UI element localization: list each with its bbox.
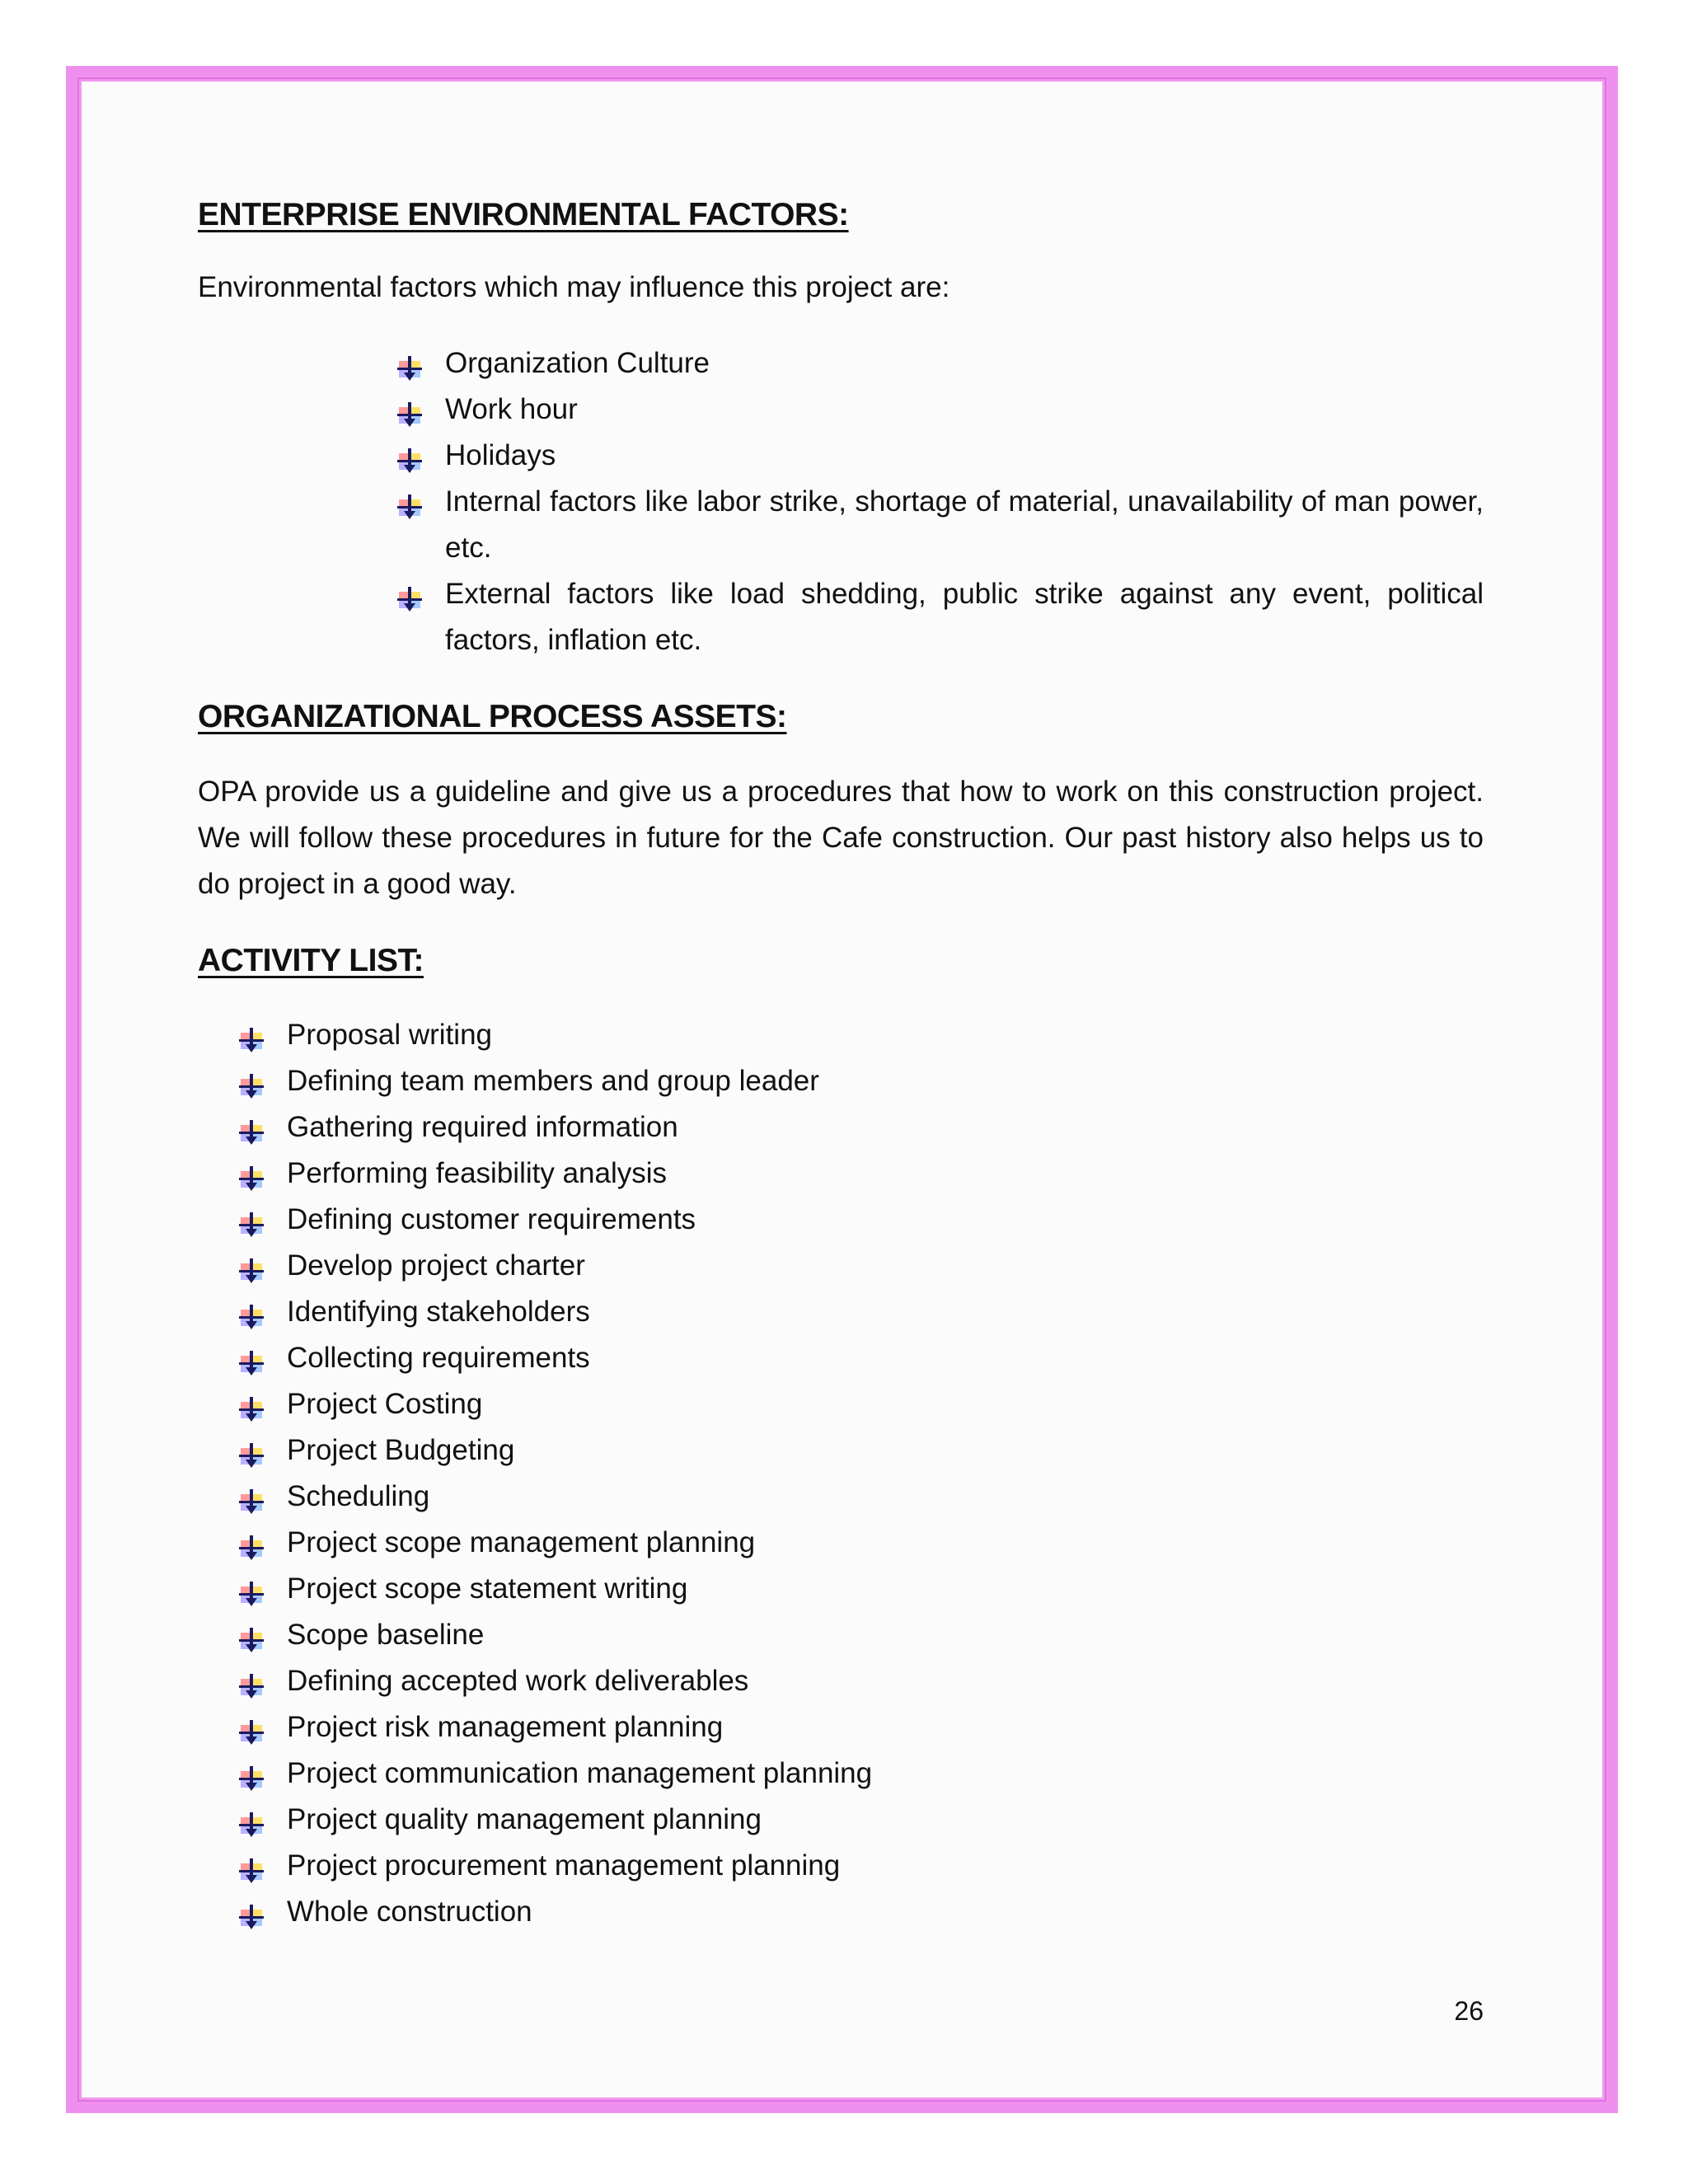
list-item-text: Defining accepted work deliverables <box>287 1665 749 1698</box>
cross-arrow-bullet-icon <box>237 1299 265 1327</box>
list-item-text: Project communication management planning <box>287 1757 873 1790</box>
cross-arrow-bullet-icon <box>237 1160 265 1188</box>
list-item <box>237 1889 1484 1935</box>
cross-arrow-bullet-icon <box>237 1530 265 1558</box>
list-item-text: Whole construction <box>287 1896 532 1929</box>
cross-arrow-bullet-icon <box>237 1437 265 1465</box>
list-item <box>237 1058 1484 1104</box>
list-item <box>396 340 1484 387</box>
list-item-text: Project scope management planning <box>287 1526 756 1559</box>
page-content <box>198 194 1484 1935</box>
list-item-text: Project scope statement writing <box>287 1572 688 1605</box>
list-item <box>396 479 1484 571</box>
activity-list-heading: ACTIVITY LIST: <box>198 943 424 979</box>
cross-arrow-bullet-icon <box>237 1391 265 1419</box>
cross-arrow-bullet-icon <box>396 443 424 471</box>
list-item-text: Work hour <box>445 392 578 425</box>
list-item <box>237 1427 1484 1474</box>
list-item <box>237 1289 1484 1335</box>
cross-arrow-bullet-icon <box>396 581 424 609</box>
list-item <box>237 1797 1484 1843</box>
process-assets-heading: ORGANIZATIONAL PROCESS ASSETS: <box>198 698 787 734</box>
list-item <box>237 1381 1484 1427</box>
cross-arrow-bullet-icon <box>237 1345 265 1373</box>
enterprise-factors-list <box>396 340 1484 663</box>
cross-arrow-bullet-icon <box>237 1022 265 1050</box>
list-item-text: Holidays <box>445 438 556 471</box>
list-item <box>396 433 1484 479</box>
cross-arrow-bullet-icon <box>237 1668 265 1696</box>
list-item-text: Project quality management planning <box>287 1803 762 1836</box>
list-item-text: Project Costing <box>287 1388 483 1421</box>
list-item <box>237 1104 1484 1151</box>
list-item <box>237 1335 1484 1381</box>
list-item <box>237 1750 1484 1797</box>
list-item <box>396 387 1484 433</box>
process-assets-paragraph: OPA provide us a guideline and give us a procedures that how to work on this construction project. We will follow these procedures in future for the Cafe construction. Our past history also helps us to do project in a good way. <box>198 776 1484 901</box>
list-item <box>237 1474 1484 1520</box>
cross-arrow-bullet-icon <box>396 350 424 378</box>
list-item-text: Project risk management planning <box>287 1711 724 1744</box>
list-item <box>237 1197 1484 1243</box>
list-item <box>237 1243 1484 1289</box>
cross-arrow-bullet-icon <box>237 1714 265 1742</box>
list-item-text: External factors like load shedding, public strike against any event, political factors, inflation etc. <box>445 577 1484 656</box>
cross-arrow-bullet-icon <box>237 1207 265 1235</box>
page-number: 26 <box>1454 1996 1484 2026</box>
list-item-text: Collecting requirements <box>287 1342 590 1375</box>
list-item <box>237 1566 1484 1612</box>
cross-arrow-bullet-icon <box>237 1622 265 1650</box>
list-item <box>237 1704 1484 1750</box>
cross-arrow-bullet-icon <box>237 1114 265 1142</box>
list-item <box>396 571 1484 663</box>
list-item <box>237 1151 1484 1197</box>
list-item-text: Organization Culture <box>445 346 710 379</box>
list-item <box>237 1520 1484 1566</box>
cross-arrow-bullet-icon <box>237 1899 265 1927</box>
cross-arrow-bullet-icon <box>237 1068 265 1096</box>
list-item-text: Scope baseline <box>287 1619 485 1652</box>
cross-arrow-bullet-icon <box>237 1807 265 1835</box>
list-item-text: Gathering required information <box>287 1111 678 1144</box>
cross-arrow-bullet-icon <box>237 1253 265 1281</box>
cross-arrow-bullet-icon <box>396 489 424 517</box>
list-item-text: Scheduling <box>287 1480 430 1513</box>
list-item <box>237 1012 1484 1058</box>
cross-arrow-bullet-icon <box>237 1576 265 1604</box>
cross-arrow-bullet-icon <box>237 1853 265 1881</box>
list-item-text: Project Budgeting <box>287 1434 515 1467</box>
list-item-text: Defining team members and group leader <box>287 1065 819 1098</box>
cross-arrow-bullet-icon <box>237 1760 265 1788</box>
list-item-text: Develop project charter <box>287 1249 585 1282</box>
list-item <box>237 1612 1484 1658</box>
cross-arrow-bullet-icon <box>237 1483 265 1511</box>
list-item <box>237 1658 1484 1704</box>
enterprise-factors-heading: ENTERPRISE ENVIRONMENTAL FACTORS: <box>198 197 849 232</box>
cross-arrow-bullet-icon <box>396 396 424 424</box>
list-item-text: Defining customer requirements <box>287 1203 696 1236</box>
list-item-text: Project procurement management planning <box>287 1849 841 1882</box>
list-item <box>237 1843 1484 1889</box>
list-item-text: Proposal writing <box>287 1019 492 1052</box>
enterprise-factors-intro: Environmental factors which may influence this project are: <box>198 270 950 303</box>
list-item-text: Internal factors like labor strike, shortage of material, unavailability of man power, etc. <box>445 485 1484 564</box>
list-item-text: Performing feasibility analysis <box>287 1157 668 1190</box>
activity-list <box>237 1012 1484 1935</box>
list-item-text: Identifying stakeholders <box>287 1296 590 1329</box>
